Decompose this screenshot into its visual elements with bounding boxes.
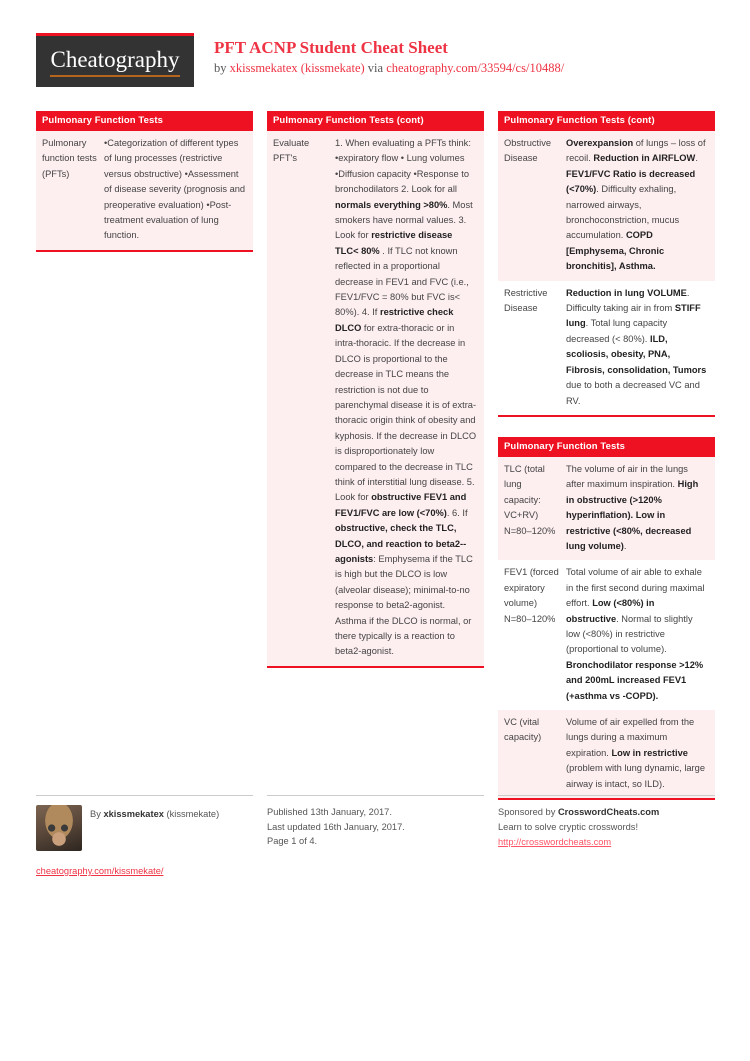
sponsor-line xyxy=(498,805,715,820)
table-row xyxy=(267,131,484,666)
footer-sponsor-block xyxy=(498,795,715,879)
author-profile-link[interactable]: cheatography.com/kissmekate/ xyxy=(36,866,164,876)
column-1 xyxy=(36,111,253,272)
row-value: Reduction in lung VOLUME. Difficulty taking air in from STIFF lung. Total lung capacity decreased (< 80%). ILD, scoliosis, obesity, PNA, Fibrosis, consolidation, Tumors due to both a decreased VC and RV. xyxy=(566,287,707,406)
row-key: FEV1 (forced expiratory volume) N=80–120% xyxy=(504,567,559,624)
byline-via: via xyxy=(364,61,387,75)
row-key: Evaluate PFT's xyxy=(273,138,310,164)
sponsor-link[interactable]: http://crosswordcheats.com xyxy=(498,837,612,847)
table-row xyxy=(498,131,715,281)
author-row xyxy=(36,805,253,851)
table-row xyxy=(498,281,715,415)
card-header: Pulmonary Function Tests (cont) xyxy=(498,111,715,131)
row-value: Overexpansion of lungs – loss of recoil. Reduction in AIRFLOW. FEV1/FVC Ratio is decreased (<70%). Difficulty exhaling, narrowed airways, bronchoconstriction, mucus accumulation. COPD [Emphysema, Chronic bronchitis], Asthma. xyxy=(566,138,706,272)
table-row xyxy=(498,457,715,560)
card-header: Pulmonary Function Tests (cont) xyxy=(267,111,484,131)
row-key: Obstructive Disease xyxy=(504,138,552,164)
card-pulmonary-function-tests-cont-1 xyxy=(267,111,484,668)
author-handle: (kissmekate) xyxy=(163,809,220,819)
page-footer xyxy=(36,795,714,879)
cheatography-logo[interactable] xyxy=(36,33,194,87)
author-by-prefix: By xyxy=(90,809,104,819)
column-2 xyxy=(267,111,484,688)
page-number: Page 1 of 4. xyxy=(267,836,318,846)
page-header xyxy=(36,33,714,89)
header-title-block xyxy=(214,33,564,76)
row-value: The volume of air in the lungs after maximum inspiration. High in obstructive (>120% hyperinflation). Low in restrictive (<80%, decreased lung volume). xyxy=(566,463,699,551)
table-row xyxy=(498,710,715,798)
row-key: VC (vital capacity) xyxy=(504,717,542,743)
page-byline xyxy=(214,61,564,76)
logo-text: Cheatography xyxy=(50,47,179,77)
sponsor-name: CrosswordCheats.com xyxy=(557,807,660,817)
byline-author[interactable]: xkissmekatex (kissmekate) xyxy=(229,61,365,75)
table-row xyxy=(36,131,253,250)
card-header: Pulmonary Function Tests xyxy=(498,437,715,457)
content-columns xyxy=(36,111,714,820)
table-row xyxy=(498,560,715,710)
footer-author-block xyxy=(36,795,253,879)
row-key: TLC (total lung capacity: VC+RV) N=80–120% xyxy=(504,463,556,536)
row-key: Restrictive Disease xyxy=(504,287,548,314)
author-credit xyxy=(82,805,219,822)
card-pulmonary-function-tests xyxy=(36,111,253,252)
card-pulmonary-function-tests-cont-2 xyxy=(498,111,715,417)
updated-date: Last updated 16th January, 2017. xyxy=(267,821,405,832)
card-pulmonary-function-tests-2 xyxy=(498,437,715,800)
row-value: Volume of air expelled from the lungs during a maximum expiration. Low in restrictive (problem with lung dynamic, large airway is intact, so ILD). xyxy=(566,717,705,789)
footer-publish-block xyxy=(267,795,484,879)
row-key: Pulmonary function tests (PFTs) xyxy=(42,138,97,179)
author-name: xkissmekatex xyxy=(103,809,164,819)
row-value: 1. When evaluating a PFTs think: •expiratory flow • Lung volumes •Diffusion capacity •Response to bronchodilators 2. Look for all normals everything >80%. Most smokers have normal values. 3. Look for restrictive disease TLC< 80% . If TLC not known reflected in a proportional decrease in FEV1 and FVC (i.e., FEV1/FVC = 80% but FVC is< 80%). 4. If restrictive check DLCO for extra-thoracic or in intra-thoracic. If the decrease in DLCO is proportional to the decrease in TLC means the restriction is not due to parenchymal disease it is of extra-thoracic origin think of obesity and kyphosis. If the decrease in DLCO is disproportionately low compared to the decrease in TLC think of interstitial lung disease. 5. Look for obstructive FEV1 and FEV1/FVC are low (<70%). 6. If obstructive, check the TLC, DLCO, and reaction to beta2--agonists: Emphysema if the TLC is high but the DLCO is low (alveolar disease); minimal-to-no response to beta2-agonist. Asthma if the DLCO is normal, or there typically is a reaction to beta2-agonist. xyxy=(335,138,477,657)
sponsor-prefix: Sponsored by xyxy=(498,807,558,817)
row-value: Total volume of air able to exhale in the first second during maximal effort. Low (<80%) in obstructive. Normal to slightly low (<80%) in restrictive (proportional to volume). Bronchodilator response >12% and 200mL increased FEV1 (+asthma vs -COPD). xyxy=(566,567,705,701)
sponsor-tagline: Learn to solve cryptic crosswords! xyxy=(498,821,639,832)
card-header: Pulmonary Function Tests xyxy=(36,111,253,131)
column-3 xyxy=(498,111,715,820)
avatar xyxy=(36,805,82,851)
published-date: Published 13th January, 2017. xyxy=(267,807,392,817)
byline-source-link[interactable]: cheatography.com/33594/cs/10488/ xyxy=(386,61,565,75)
byline-prefix: by xyxy=(214,61,230,75)
page-title: PFT ACNP Student Cheat Sheet xyxy=(214,38,448,57)
row-value: •Categorization of different types of lung processes (restrictive versus obstructive) •Assessment of disease severity (prognosis and preoperative evaluation) •Post-treatment evaluation of lung function. xyxy=(104,138,246,241)
